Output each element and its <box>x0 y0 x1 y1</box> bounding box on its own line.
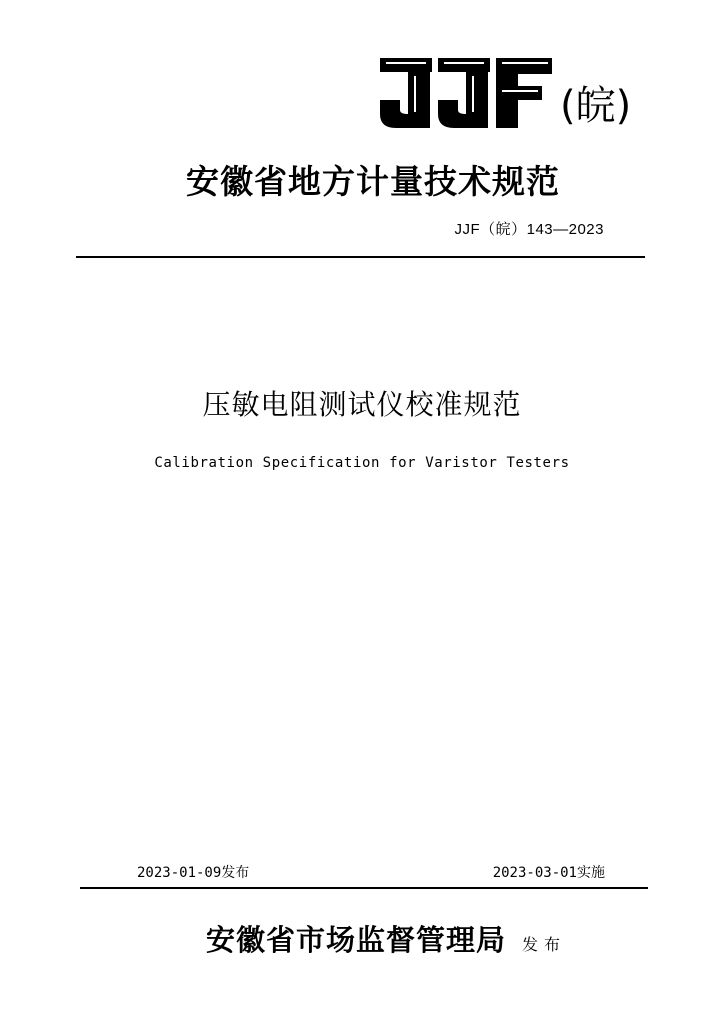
document-title-en: Calibration Specification for Varistor Testers <box>154 455 570 471</box>
org-title: 安徽省地方计量技术规范 <box>186 162 560 201</box>
issue-date: 2023-01-09发布 <box>137 865 250 881</box>
document-title-cn: 压敏电阻测试仪校准规范 <box>202 388 522 421</box>
publisher-line <box>206 918 566 959</box>
standard-number: JJF（皖）143—2023 <box>454 221 604 238</box>
logo-letter-f <box>496 58 552 128</box>
top-divider <box>76 256 645 258</box>
publisher-name: 安徽省市场监督管理局 <box>206 923 507 957</box>
jjf-logo-graphic <box>378 56 554 130</box>
publisher-action: 发布 <box>522 935 567 954</box>
jjf-logo <box>378 52 631 130</box>
jjf-logo-mark <box>378 56 554 130</box>
logo-letter-j1 <box>380 58 432 128</box>
bottom-divider <box>80 887 648 889</box>
logo-province-suffix: (皖) <box>560 83 632 129</box>
logo-letter-j2 <box>438 58 490 128</box>
implement-date: 2023-03-01实施 <box>492 865 605 881</box>
